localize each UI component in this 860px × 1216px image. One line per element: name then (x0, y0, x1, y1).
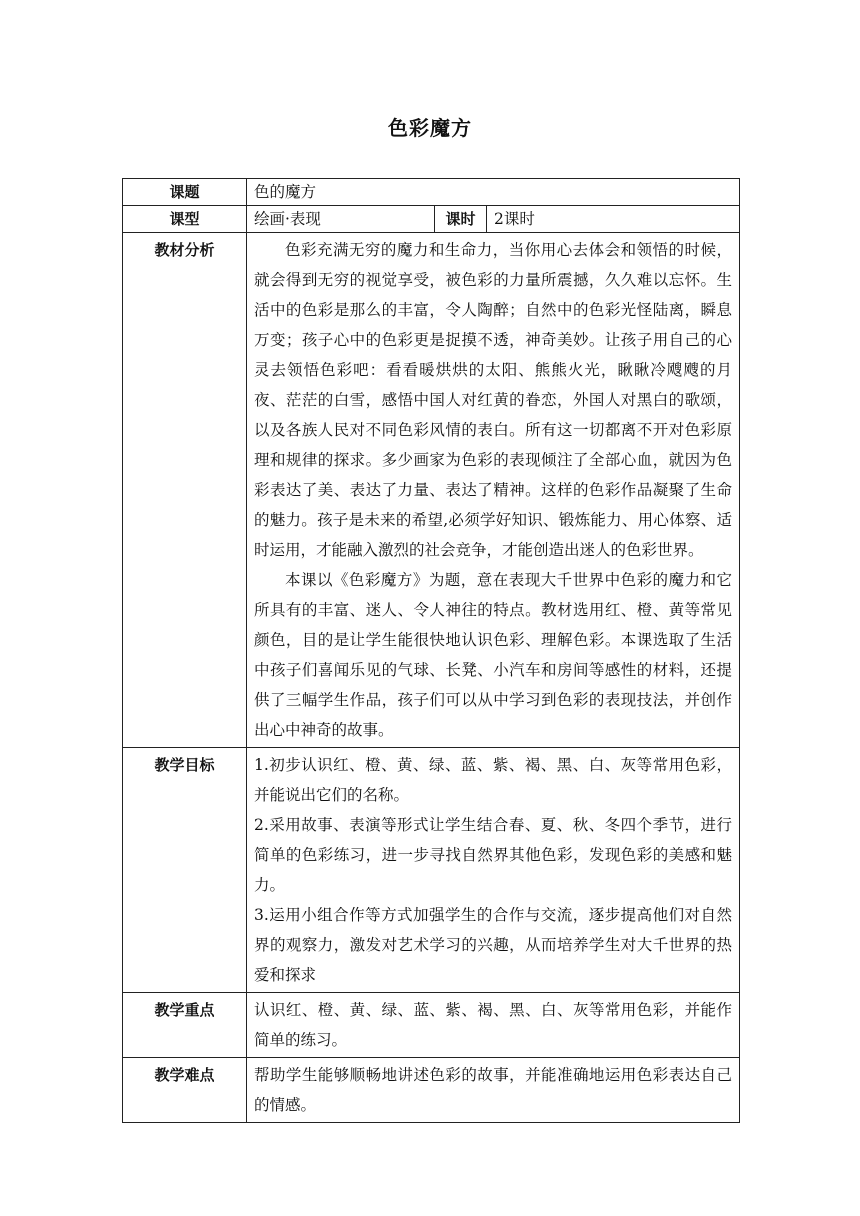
row-key-points (123, 993, 740, 1058)
row-analysis (123, 233, 740, 748)
objective-item: 1.初步认识红、橙、黄、绿、蓝、紫、褐、黑、白、灰等常用色彩，并能说出它们的名称。 (254, 756, 732, 804)
lesson-plan-table (122, 178, 740, 1123)
row-type (123, 206, 740, 233)
topic-label: 课题 (123, 179, 247, 206)
row-objectives (123, 748, 740, 993)
analysis-paragraph: 色彩充满无穷的魔力和生命力，当你用心去体会和领悟的时候，就会得到无穷的视觉享受，被色彩的力量所震撼，久久难以忘怀。生活中的色彩是那么的丰富，令人陶醉；自然中的色彩光怪陆离，瞬息万变；孩子心中的色彩更是捉摸不透，神奇美妙。让孩子用自己的心灵去领悟色彩吧：看看暖烘烘的太阳、熊熊火光，瞅瞅冷飕飕的月夜、茫茫的白雪，感悟中国人对红黄的眷恋，外国人对黑白的歌颂，以及各族人民对不同色彩风情的表白。所有这一切都离不开对色彩原理和规律的探求。多少画家为色彩的表现倾注了全部心血，就因为色彩表达了美、表达了力量、表达了精神。这样的色彩作品凝聚了生命的魅力。孩子是未来的希望,必须学好知识、锻炼能力、用心体察、适时运用，才能融入激烈的社会竞争，才能创造出迷人的色彩世界。 (254, 241, 732, 559)
difficulties-value (247, 1058, 740, 1123)
key-points-text: 认识红、橙、黄、绿、蓝、紫、褐、黑、白、灰等常用色彩，并能作简单的练习。 (254, 1001, 732, 1049)
objective-item: 3.运用小组合作等方式加强学生的合作与交流，逐步提高他们对自然界的观察力，激发对艺术学习的兴趣，从而培养学生对大千世界的热爱和探求 (254, 906, 732, 984)
analysis-content (247, 233, 740, 748)
type-value: 绘画·表现 (247, 206, 435, 233)
objective-item: 2.采用故事、表演等形式让学生结合春、夏、秋、冬四个季节，进行简单的色彩练习，进一步寻找自然界其他色彩，发现色彩的美感和魅力。 (254, 816, 732, 894)
hours-value: 2课时 (487, 206, 740, 233)
analysis-paragraph: 本课以《色彩魔方》为题，意在表现大千世界中色彩的魔力和它所具有的丰富、迷人、令人神往的特点。教材选用红、橙、黄等常见颜色，目的是让学生能很快地认识色彩、理解色彩。本课选取了生活中孩子们喜闻乐见的气球、长凳、小汽车和房间等感性的材料，还提供了三幅学生作品，孩子们可以从中学习到色彩的表现技法，并创作出心中神奇的故事。 (254, 571, 732, 739)
analysis-label: 教材分析 (123, 233, 247, 748)
difficulties-text: 帮助学生能够顺畅地讲述色彩的故事，并能准确地运用色彩表达自己的情感。 (254, 1066, 732, 1114)
type-label: 课型 (123, 206, 247, 233)
key-points-value (247, 993, 740, 1058)
key-points-label: 教学重点 (123, 993, 247, 1058)
difficulties-label: 教学难点 (123, 1058, 247, 1123)
row-topic (123, 179, 740, 206)
row-difficulties (123, 1058, 740, 1123)
page-title: 色彩魔方 (388, 116, 472, 140)
hours-label: 课时 (435, 206, 487, 233)
objectives-label: 教学目标 (123, 748, 247, 993)
topic-value: 色的魔方 (247, 179, 740, 206)
objectives-content (247, 748, 740, 993)
